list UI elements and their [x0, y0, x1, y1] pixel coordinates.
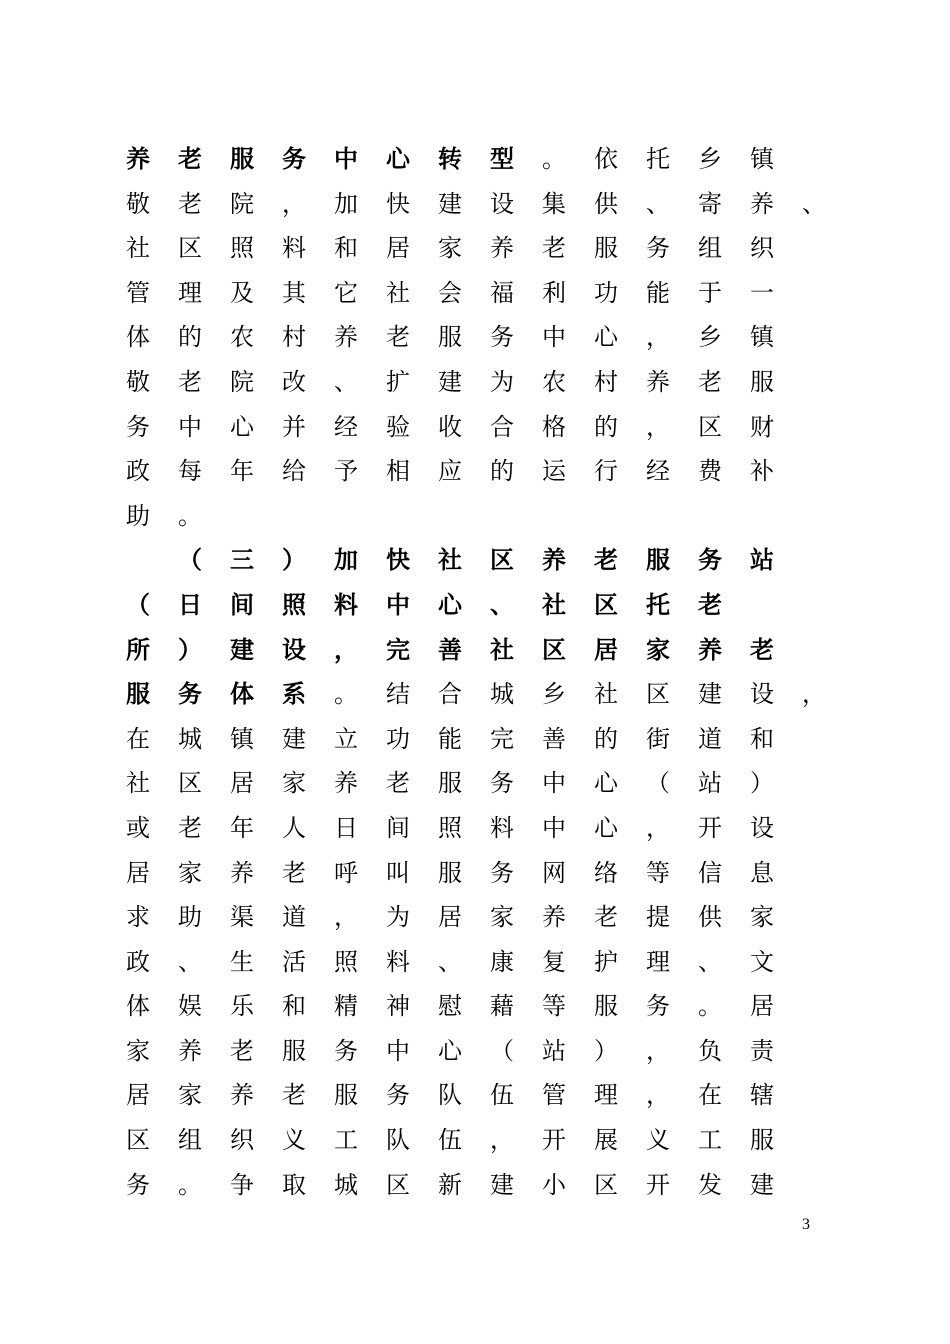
text-line: 居 家 养 老 服 务 队 伍 管 理 ， 在 辖 — [126, 1081, 774, 1110]
text-line: 政 、 生 活 照 料 、 康 复 护 理 、 文 — [126, 947, 774, 976]
text-line: 求 助 渠 道 ， 为 居 家 养 老 提 供 家 — [126, 903, 774, 932]
text-line: 体 的 农 村 养 老 服 务 中 心 ， 乡 镇 — [126, 323, 774, 352]
text-line: （ 日 间 照 料 中 心 、 社 区 托 老 — [126, 589, 722, 619]
text-line: 敬 老 院 改 、 扩 建 为 农 村 养 老 服 — [126, 367, 774, 396]
text-line: 社 区 居 家 养 老 服 务 中 心 （ 站 ） — [126, 769, 774, 798]
text-line: 或 老 年 人 日 间 照 料 中 心 ， 开 设 — [126, 813, 774, 842]
text-line: 务 。 争 取 城 区 新 建 小 区 开 发 建 — [126, 1170, 774, 1199]
text-line: 服 务 体 系 。 结 合 城 乡 社 区 建 设 ， — [126, 679, 826, 709]
text-line: 社 区 照 料 和 居 家 养 老 服 务 组 织 — [126, 234, 774, 263]
text-line: 助 。 — [126, 501, 202, 530]
text-line: 所 ） 建 设 ， 完 善 社 区 居 家 养 老 — [126, 634, 774, 664]
text-line: 政 每 年 给 予 相 应 的 运 行 经 费 补 — [126, 457, 774, 486]
text-line: 务 中 心 并 经 验 收 合 格 的 ， 区 财 — [126, 412, 774, 441]
text-line: 敬 老 院 ， 加 快 建 设 集 供 、 寄 养 、 — [126, 189, 826, 218]
text-line: 在 城 镇 建 立 功 能 完 善 的 街 道 和 — [126, 724, 774, 753]
text-line: （ 三 ） 加 快 社 区 养 老 服 务 站 — [178, 545, 774, 575]
text-line: 居 家 养 老 呼 叫 服 务 网 络 等 信 息 — [126, 858, 774, 887]
page-number: 3 — [802, 1216, 810, 1233]
body-text — [123, 137, 826, 1207]
text-line: 家 养 老 服 务 中 心 （ 站 ） ， 负 责 — [126, 1036, 774, 1065]
text-line: 体 娱 乐 和 精 神 慰 藉 等 服 务 。 居 — [126, 992, 774, 1021]
text-line: 管 理 及 其 它 社 会 福 利 功 能 于 一 — [126, 278, 774, 307]
text-line: 区 组 织 义 工 队 伍 ， 开 展 义 工 服 — [126, 1126, 774, 1155]
text-line: 养 老 服 务 中 心 转 型 。 依 托 乡 镇 — [126, 144, 774, 173]
